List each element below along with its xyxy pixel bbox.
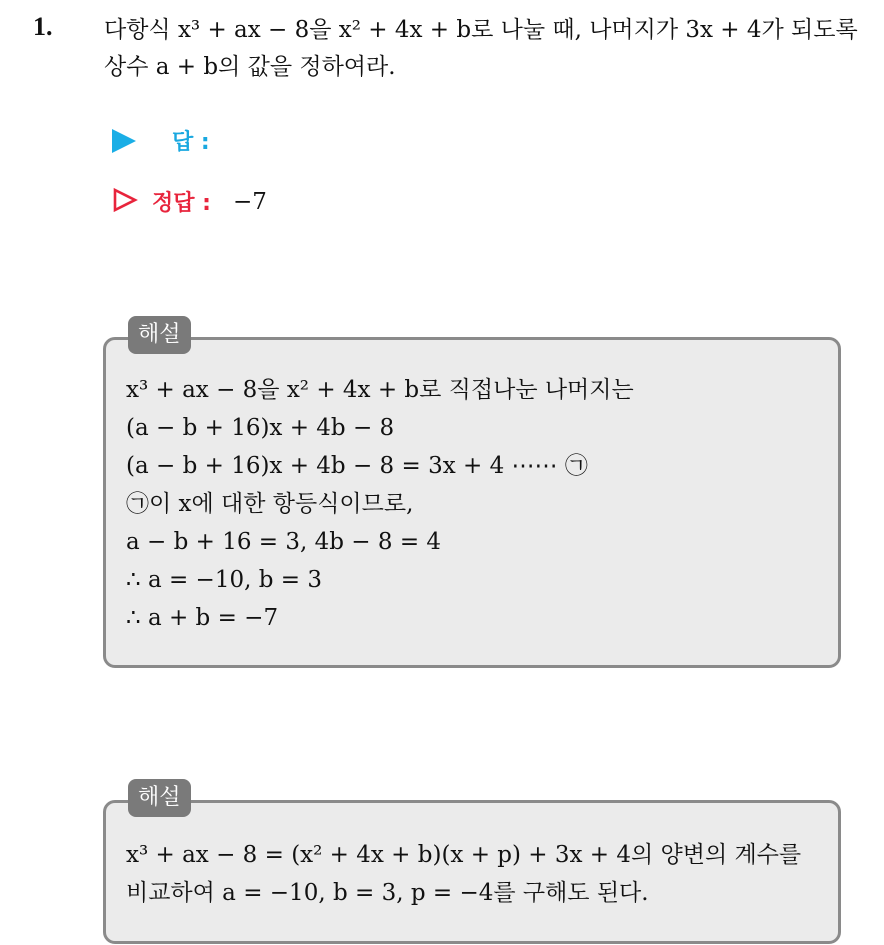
solution-line: x³ + ax − 8 = (x² + 4x + b)(x + p) + 3x + 4의 양변의 계수를 xyxy=(126,842,802,868)
play-outline-icon xyxy=(112,187,138,217)
solution-box-1 xyxy=(103,337,841,668)
solution-tab-2: 해설 xyxy=(128,779,191,817)
solution-line: (a − b + 16)x + 4b − 8 xyxy=(126,415,395,441)
solution-lines xyxy=(126,371,634,637)
solution-line: ∴ a + b = −7 xyxy=(126,605,279,631)
solution-box-2 xyxy=(103,800,841,944)
solution-tab-1: 해설 xyxy=(128,316,191,354)
solution-line: x³ + ax − 8을 x² + 4x + b로 직접나눈 나머지는 xyxy=(126,377,634,403)
play-icon xyxy=(112,129,136,153)
solution-lines xyxy=(126,836,801,912)
correct-answer-value: −7 xyxy=(232,188,267,215)
problem-text xyxy=(104,12,874,86)
answer-label: 답 : xyxy=(172,130,210,155)
solution-line: (a − b + 16)x + 4b − 8 = 3x + 4 ⋯⋯ ㉠ xyxy=(126,453,588,479)
solution-line: a − b + 16 = 3, 4b − 8 = 4 xyxy=(126,529,442,555)
correct-answer-label: 정답 : xyxy=(152,191,211,216)
problem-number: 1. xyxy=(33,12,53,41)
solution-line: ∴ a = −10, b = 3 xyxy=(126,567,322,593)
answer-row xyxy=(112,125,210,156)
problem-line-2: 상수 a + b의 값을 정하여라. xyxy=(104,54,396,80)
solution-line: 비교하여 a = −10, b = 3, p = −4를 구해도 된다. xyxy=(126,880,649,906)
solution-line: ㉠이 x에 대한 항등식이므로, xyxy=(126,491,414,517)
problem-line-1: 다항식 x³ + ax − 8을 x² + 4x + b로 나눌 때, 나머지가 3x + 4가 되도록 xyxy=(104,17,858,43)
correct-answer-row xyxy=(112,186,267,217)
